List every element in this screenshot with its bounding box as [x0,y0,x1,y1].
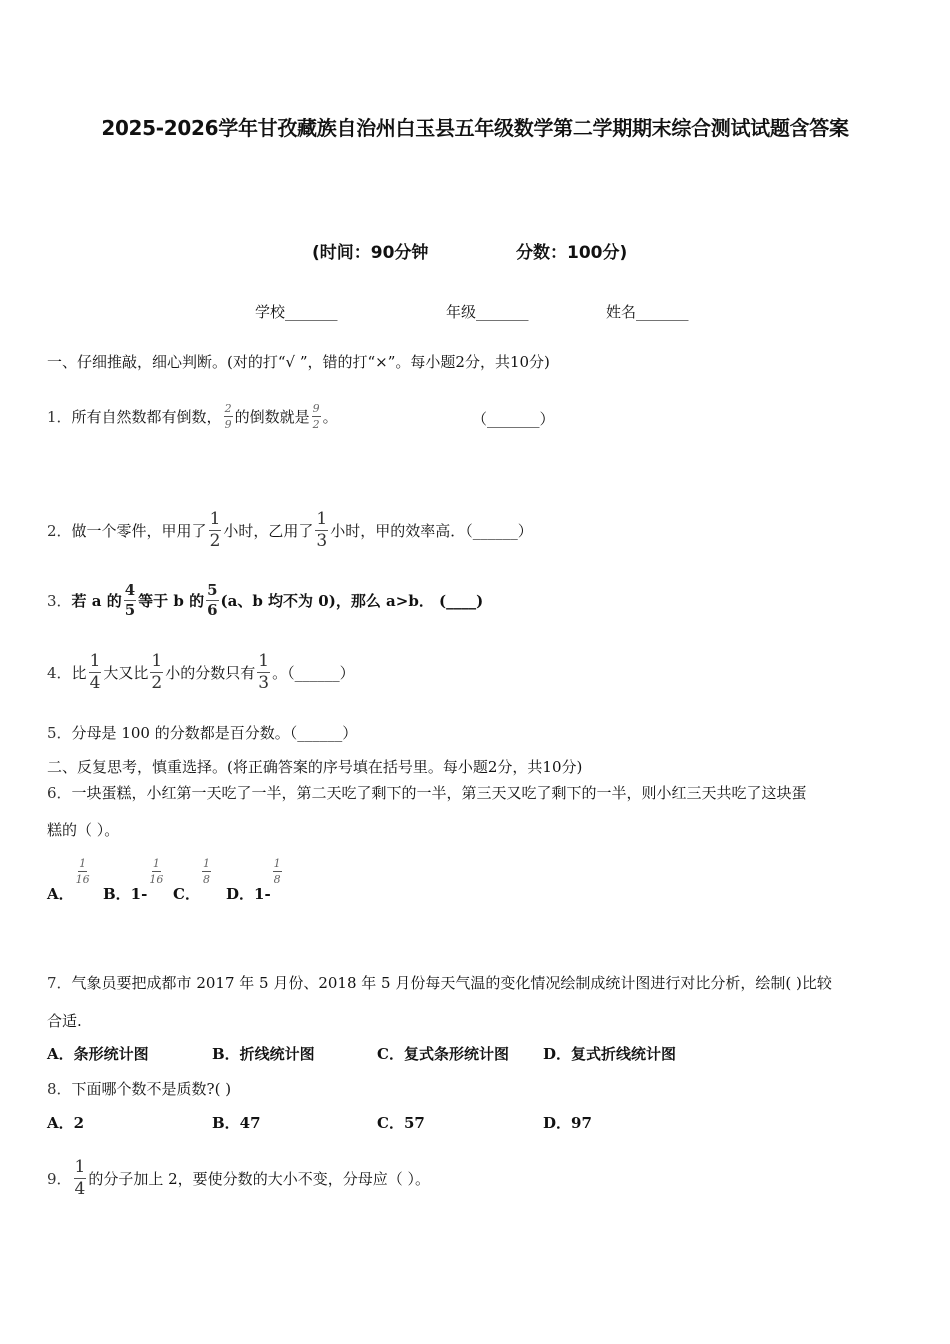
question-text: 。 [322,407,338,426]
question-2 [47,500,533,560]
question-text: 气象员要把成都市 2017 年 5 月份、2018 年 5 月份每天气温的变化情况绘制成统计图进行对比分析，绘制( )比较 [71,974,832,992]
fraction: $\frac{1}{3}$ [316,508,328,551]
question-text: 。（______） [272,663,355,682]
fraction: $\frac{1}{16}$ [75,857,90,886]
question-text: 做一个零件，甲用了 [71,521,207,540]
option-b[interactable]: B．1- $\frac{1}{16}$ [103,857,164,903]
question-text: 小时，甲的效率高．（______） [330,521,533,540]
question-text: 分母是 100 的分数都是百分数。（______） [71,724,358,742]
question-number: 7． [47,974,72,992]
answer-blank[interactable]: （_______） [472,410,555,428]
question-text: 的倒数就是 [234,407,310,426]
question-text: 一块蛋糕，小红第一天吃了一半，第二天吃了剩下的一半，第三天又吃了剩下的一半，则小红三天共吃了这块蛋 [71,784,807,802]
fraction: $\frac{2}{9}$ [224,401,232,431]
question-number: 3． [47,591,72,610]
question-number: 5． [47,724,72,742]
question-text: 比 [71,663,87,682]
fraction: $\frac{1}{16}$ [149,857,164,886]
question-4 [47,642,355,702]
question-text: 大又比 [103,663,149,682]
section-2-heading: 二、反复思考，慎重选择。(将正确答案的序号填在括号里。每小题2分，共10分) [47,758,583,776]
question-7 [47,972,832,993]
option-c[interactable]: C． $\frac{1}{8}$ [173,857,210,903]
option-a[interactable]: A．条形统计图 [47,1045,149,1063]
question-3 [47,574,483,626]
option-b[interactable]: B．折线统计图 [212,1045,315,1063]
question-text: 的分子加上 2，要使分数的大小不变，分母应（ ）。 [88,1169,430,1188]
question-text: 下面哪个数不是质数?( ) [71,1080,232,1098]
fraction: $\frac{9}{2}$ [312,401,320,431]
question-text: 小的分数只有 [165,663,256,682]
question-number: 2． [47,521,72,540]
fraction: $\frac{4}{5}$ [124,580,136,619]
option-b[interactable]: B．47 [212,1114,261,1132]
question-6 [47,782,807,803]
fraction: $\frac{1}{2}$ [151,650,163,693]
fraction: $\frac{1}{8}$ [273,857,281,886]
question-1 [47,392,338,440]
grade-field: 年级_______ [446,303,529,321]
option-d[interactable]: D．97 [543,1114,592,1132]
question-text: 等于 b 的 [138,591,205,610]
question-text: 若 a 的 [71,591,122,610]
option-d[interactable]: D．复式折线统计图 [543,1045,677,1063]
school-field: 学校_______ [255,303,338,321]
question-7-continued: 合适. [47,1012,82,1030]
question-5 [47,722,357,743]
fraction: $\frac{1}{4}$ [74,1156,86,1199]
fraction: $\frac{1}{4}$ [89,650,101,693]
question-8 [47,1078,231,1099]
section-1-heading: 一、仔细推敲，细心判断。(对的打“√ ”，错的打“×”。每小题2分，共10分) [47,353,550,371]
fraction: $\frac{1}{8}$ [202,857,210,886]
question-number: 1． [47,407,72,426]
question-text: (a、b 均不为 0)，那么 a>b． (____) [220,591,484,610]
exam-score: 分数：100分) [516,243,628,263]
question-number: 4． [47,663,72,682]
name-field: 姓名_______ [606,303,689,321]
question-number: 6． [47,784,72,802]
exam-time: (时间：90分钟 [312,243,429,263]
question-text: 小时，乙用了 [223,521,314,540]
question-6-continued: 糕的（ ）。 [47,821,120,839]
option-d[interactable]: D．1- $\frac{1}{8}$ [226,857,281,903]
question-number: 9． [47,1169,72,1188]
option-c[interactable]: C．57 [377,1114,425,1132]
page-title: 2025-2026学年甘孜藏族自治州白玉县五年级数学第二学期期末综合测试试题含答案 [101,116,849,140]
option-a[interactable]: A． $\frac{1}{16}$ [47,857,90,903]
fraction: $\frac{1}{3}$ [258,650,270,693]
question-9 [47,1148,430,1208]
fraction: $\frac{5}{6}$ [207,580,218,619]
question-number: 8． [47,1080,72,1098]
question-text: 所有自然数都有倒数， [71,407,222,426]
option-a[interactable]: A．2 [47,1114,85,1132]
option-c[interactable]: C．复式条形统计图 [377,1045,509,1063]
fraction: $\frac{1}{2}$ [209,508,221,551]
